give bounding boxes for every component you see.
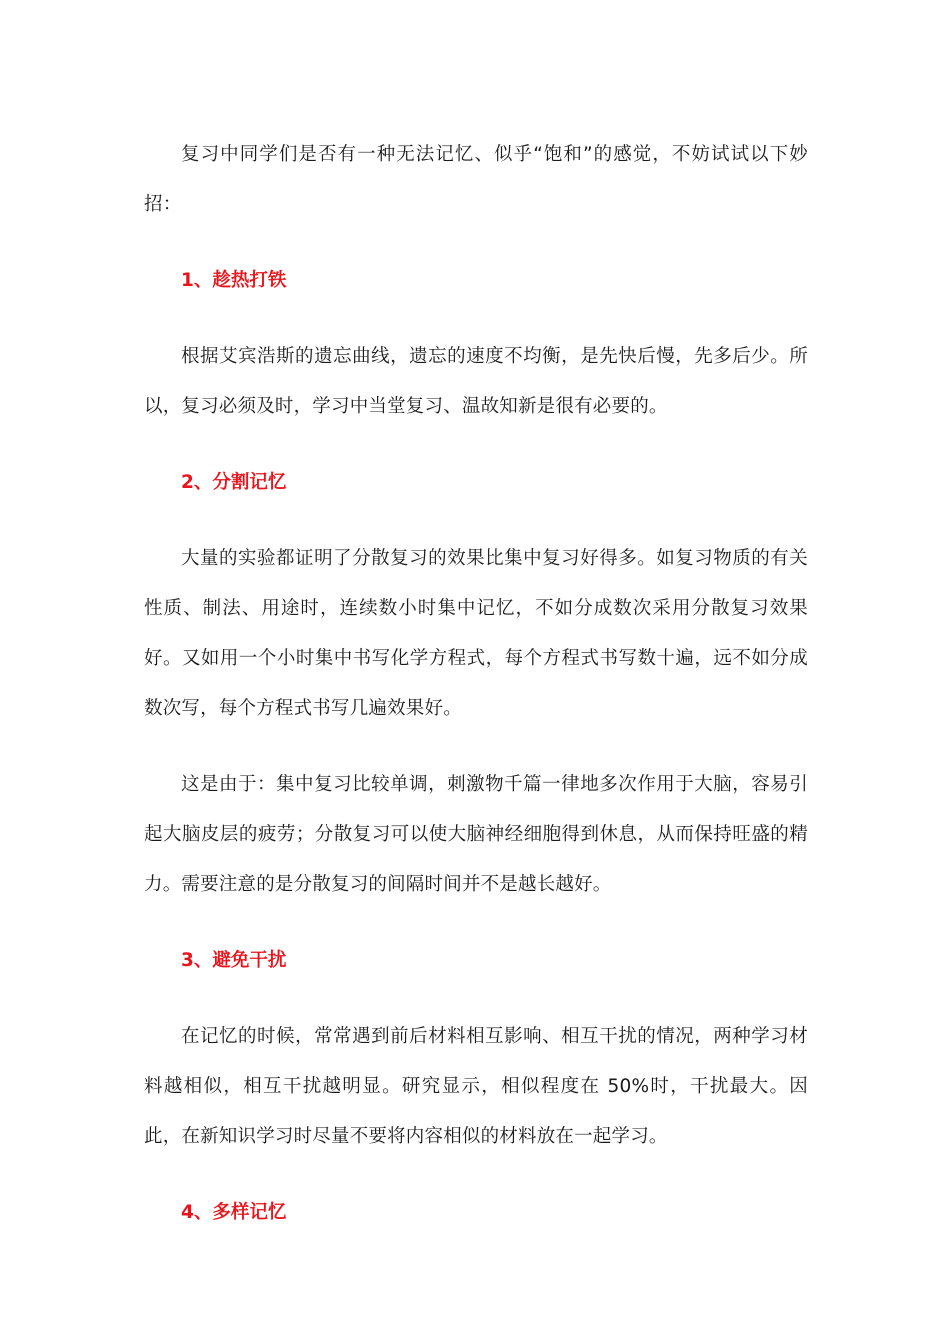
section-3-paragraph-1: 在记忆的时候，常常遇到前后材料相互影响、相互干扰的情况，两种学习材料越相似，相互干扰越明显。研究显示，相似程度在 50%时，干扰最大。因此，在新知识学习时尽量不要将内容相似的材料放在一起学习。 bbox=[144, 1026, 808, 1147]
section-1-paragraph-1: 根据艾宾浩斯的遗忘曲线，遗忘的速度不均衡，是先快后慢，先多后少。所以，复习必须及时，学习中当堂复习、温故知新是很有必要的。 bbox=[144, 346, 808, 417]
spacer bbox=[144, 986, 808, 1012]
section-heading-3: 3、避免干扰 bbox=[181, 950, 287, 971]
section-heading-2: 2、分割记忆 bbox=[181, 472, 287, 493]
section-heading-1: 1、趁热打铁 bbox=[181, 270, 287, 291]
spacer bbox=[144, 910, 808, 936]
section-2-paragraph-2: 这是由于：集中复习比较单调，刺激物千篇一律地多次作用于大脑，容易引起大脑皮层的疲劳；分散复习可以使大脑神经细胞得到休息，从而保持旺盛的精力。需要注意的是分散复习的间隔时间并不是越长越好。 bbox=[144, 774, 808, 895]
document-page bbox=[144, 130, 808, 1238]
section-2-paragraph-1: 大量的实验都证明了分散复习的效果比集中复习好得多。如复习物质的有关性质、制法、用途时，连续数小时集中记忆，不如分成数次采用分散复习效果好。又如用一个小时集中书写化学方程式，每个方程式书写数十遍，远不如分成数次写，每个方程式书写几遍效果好。 bbox=[144, 548, 808, 719]
spacer bbox=[144, 230, 808, 256]
spacer bbox=[144, 306, 808, 332]
intro-paragraph: 复习中同学们是否有一种无法记忆、似乎“饱和”的感觉，不妨试试以下妙招： bbox=[144, 144, 808, 215]
spacer bbox=[144, 508, 808, 534]
section-heading-4: 4、多样记忆 bbox=[181, 1202, 287, 1223]
spacer bbox=[144, 1162, 808, 1188]
spacer bbox=[144, 734, 808, 760]
spacer bbox=[144, 432, 808, 458]
